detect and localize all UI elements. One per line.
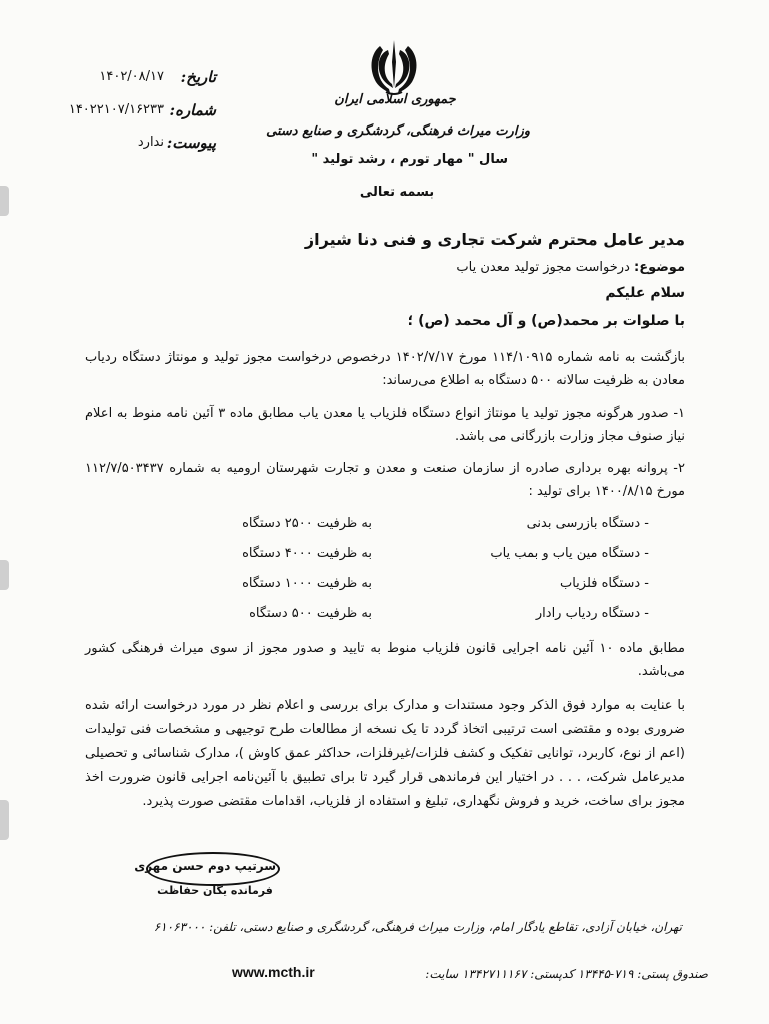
scan-edge-mark xyxy=(0,800,9,840)
device-capacity: به ظرفیت ۵۰۰ دستگاه xyxy=(249,606,372,621)
salawat: با صلوات بر محمد(ص) و آل محمد (ص) ؛ xyxy=(407,313,685,329)
year-slogan: سال " مهار تورم ، رشد تولید " xyxy=(311,152,508,167)
device-capacity: به ظرفیت ۱۰۰۰ دستگاه xyxy=(242,576,372,591)
basmala: بسمه تعالی xyxy=(359,185,435,200)
scan-edge-mark xyxy=(0,186,9,216)
device-name: - دستگاه مین یاب و بمب یاب xyxy=(490,546,649,561)
subject-label: موضوع: xyxy=(634,260,685,275)
greeting: سلام علیکم xyxy=(605,285,685,301)
letter-meta xyxy=(36,60,216,159)
item-2-paragraph: ۲- پروانه بهره برداری صادره از سازمان صنعت و معدن و تجارت شهرستان ارومیه به شماره ۱۱۲/۷/۵۰۳۴۳۷ مورخ ۱۴۰۰/۸/۱۵ برای تولید : xyxy=(85,461,685,499)
subject-text: درخواست مجوز تولید معدن یاب xyxy=(456,260,630,275)
article-10-paragraph: مطابق ماده ۱۰ آئین نامه اجرایی قانون فلزیاب منوط به تایید و صدور مجوز از سوی میراث فرهنگی کشور می‌باشد. xyxy=(85,641,685,679)
attachment-label: پیوست: xyxy=(166,133,216,152)
device-name: - دستگاه فلزیاب xyxy=(559,576,649,591)
number-label: شماره: xyxy=(169,100,216,119)
device-name: - دستگاه بازرسی بدنی xyxy=(526,516,649,531)
footer-address: تهران، خیابان آزادی، تقاطع یادگار امام، وزارت میراث فرهنگی، گردشگری و صنایع دستی، تلفن: ۶۱۰۶۳۰۰۰ xyxy=(153,920,682,934)
footer-contact: صندوق پستی: ۷۱۹-۱۳۴۴۵ کدپستی: ۱۳۴۲۷۱۱۱۶۷ سایت: xyxy=(425,967,708,981)
iran-emblem-icon xyxy=(366,36,422,96)
meta-attachment-row xyxy=(36,126,216,159)
signatory-title: فرمانده یگان حفاظت xyxy=(157,884,273,897)
number-value: ۱۴۰۲۲۱۰۷/۱۶۲۳۳ xyxy=(68,102,164,117)
ministry-name: وزارت میراث فرهنگی، گردشگری و صنایع دستی xyxy=(266,124,530,139)
intro-paragraph: بازگشت به نامه شماره ۱۱۴/۱۰۹۱۵ مورخ ۱۴۰۲/۷/۱۷ درخصوص درخواست مجوز تولید و مونتاژ دستگاه ردیاب معادن به ظرفیت سالانه ۵۰۰ دستگاه به اطلاع می‌رساند: xyxy=(85,350,686,388)
device-capacity: به ظرفیت ۲۵۰۰ دستگاه xyxy=(242,516,372,531)
meta-number-row xyxy=(36,93,216,126)
addressee: مدیر عامل محترم شرکت تجاری و فنی دنا شیراز xyxy=(304,230,685,249)
country-name: جمهوری اسلامی ایران xyxy=(334,92,456,107)
item-1-paragraph: ۱- صدور هرگونه مجوز تولید یا مونتاژ انواع دستگاه فلزیاب یا معدن یاب مطابق ماده ۳ آئین نامه منوط به اعلام نیاز صنوف مجاز وزارت بازرگانی می باشد. xyxy=(85,406,685,444)
date-label: تاریخ: xyxy=(180,67,216,86)
device-name: - دستگاه ردیاب رادار xyxy=(535,606,649,621)
signatory-name: سرتیپ دوم حسن مهری xyxy=(134,859,276,873)
meta-date-row xyxy=(36,60,216,93)
subject-line xyxy=(456,260,685,275)
footer-website: www.mcth.ir xyxy=(232,964,315,980)
attachment-value: ندارد xyxy=(137,135,164,150)
closing-paragraph: با عنایت به موارد فوق الذکر وجود مستندات و مدارک برای بررسی و اعلام نظر در مورد درخواست ارائه شده ضروری بوده و مقتضی است ترتیبی اتخاذ گردد تا یک نسخه از مطالعات طرح توجیهی و مشخصات فنی تولیدات (اعم از نوع، کاربرد، توانایی تفکیک و کشف فلزات/غیرفلزات، حداکثر عمق کاوش )، مدارک شناسائی و تحصیلی مدیرعامل شرکت، . . . در اختیار این فرماندهی قرار گیرد تا برای تطبیق با آئین‌نامه اجرایی قانون ضرورت اخذ مجوز برای ساخت، خرید و فروش نگهداری، تبلیغ و استفاده از فلزیاب، اقدامات مقتضی صورت پذیرد. xyxy=(85,698,685,809)
scan-edge-mark xyxy=(0,560,9,590)
device-capacity: به ظرفیت ۴۰۰۰ دستگاه xyxy=(242,546,372,561)
date-value: ۱۴۰۲/۰۸/۱۷ xyxy=(99,69,164,84)
